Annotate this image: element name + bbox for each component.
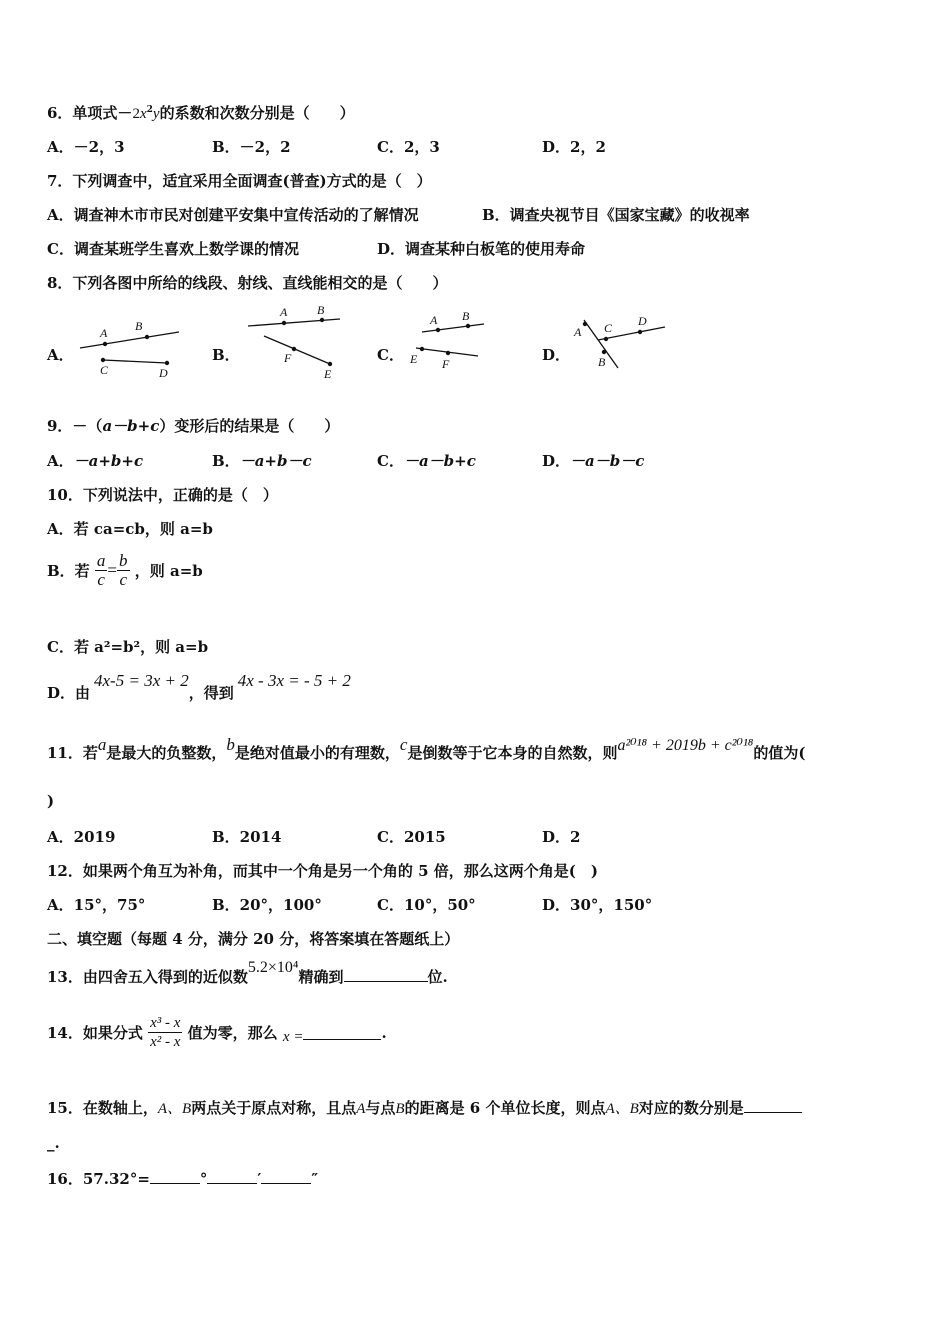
q10-frac-bc: $\frac{b}{c}$ (119, 551, 128, 589)
q8-figure-c (406, 308, 490, 378)
q15-tail: _. (47, 1134, 60, 1152)
q12-option-b: B．20°，100° (212, 896, 322, 914)
fig-b-ray-fe (264, 336, 330, 364)
q13-answer-blank[interactable] (344, 967, 428, 982)
q7-option-a: A．调查神木市市民对创建平安集中宣传活动的了解情况 (47, 206, 419, 224)
q6-prefix: 6．单项式－ (47, 104, 133, 122)
q16-degrees-blank[interactable] (150, 1169, 200, 1184)
q9-stem-b: ）变形后的结果是（ ） (159, 417, 340, 435)
q8-option-a-letter: A． (47, 346, 74, 364)
fig-b-label-f: F (284, 351, 292, 365)
q7-option-b: B．调查央视节目《国家宝藏》的收视率 (482, 206, 750, 224)
q6-coef: 2 (132, 106, 140, 122)
fig-a-segment-cd (103, 360, 167, 363)
q9-option-b: B．－a+b－c (212, 452, 312, 470)
q13-stem: 13．由四舍五入得到的近似数5.2×10⁴精确到 位. (47, 959, 448, 986)
q12-option-d: D．30°，150° (542, 896, 653, 914)
q6-var: x (139, 106, 147, 122)
q14-answer-blank[interactable] (303, 1025, 381, 1040)
fig-b-line-ab (248, 319, 340, 326)
fig-b-label-e: E (324, 367, 332, 381)
q6-stem (47, 102, 355, 123)
fig-d-label-c: C (604, 321, 613, 335)
q6-option-a: A．－2，3 (47, 138, 125, 156)
q6-suffix: 的系数和次数分别是（ ） (159, 104, 355, 122)
fig-d-label-b: B (598, 355, 606, 369)
q15-answer-blank[interactable] (744, 1098, 802, 1113)
q11-close: ) (47, 792, 55, 810)
q16-minutes-blank[interactable] (207, 1169, 257, 1184)
q7-option-c: C．调查某班学生喜欢上数学课的情况 (47, 240, 299, 258)
q9-stem-a: 9．－（ (47, 417, 103, 435)
q9-stem-expr: a－b+c (102, 417, 160, 435)
q11-expr: a²⁰¹⁸ + 2019b + c²⁰¹⁸ (617, 737, 754, 754)
fig-c-label-b: B (462, 309, 470, 323)
q11-stem: 11．若a是最大的负整数，b是绝对值最小的有理数，c是倒数等于它本身的自然数，则a²⁰¹⁸ + 2019b + c²⁰¹⁸的值为( (47, 735, 806, 762)
q10-eq2: 4x - 3x = - 5 + 2 (237, 671, 351, 690)
fig-b-label-b: B (317, 303, 325, 317)
q10-frac-ac: $\frac{a}{c}$ (96, 551, 106, 589)
fig-c-label-f: F (442, 357, 450, 371)
q10-eq1: 4x-5 = 3x + 2 (94, 671, 189, 690)
fig-a-label-b: B (135, 319, 143, 333)
q16-seconds-blank[interactable] (261, 1169, 311, 1184)
fig-a-label-c: C (100, 363, 109, 377)
q7-option-d: D．调查某种白板笔的使用寿命 (377, 240, 586, 258)
fig-a-line-ab (80, 332, 179, 348)
q6-exp: 2 (146, 105, 153, 115)
fig-c-label-e: E (410, 352, 418, 366)
q10-option-b: B．若 $\frac{a}{c}$ = $\frac{b}{c}$ ，则 a=b (47, 551, 203, 589)
q11-option-d: D．2 (542, 828, 581, 846)
q14-fraction: $\frac{\text{x³ - x}}{\text{x² - x}}$ (150, 1015, 181, 1050)
q8-option-c-letter: C． (377, 346, 404, 364)
q11-option-b: B．2014 (212, 828, 282, 846)
q9-option-d: D．－a－b－c (542, 452, 645, 470)
q10-stem: 10．下列说法中，正确的是（ ） (47, 486, 278, 504)
fig-a-label-a: A (100, 326, 108, 340)
q11-option-a: A．2019 (47, 828, 116, 846)
section-heading-fill-in: 二、填空题（每题 4 分，满分 20 分，将答案填在答题纸上） (47, 930, 460, 948)
q15-stem: 15．在数轴上，A、B两点关于原点对称，且点A与点B的距离是 6 个单位长度，则点A、B对应的数分别是 (47, 1097, 802, 1118)
q10-option-a: A．若 ca=cb，则 a=b (47, 520, 213, 538)
q6-option-b: B．－2，2 (212, 138, 291, 156)
q8-figure-d (570, 310, 670, 374)
q8-figure-b (244, 302, 348, 382)
q10-option-d: D．由4x-5 = 3x + 2，得到4x - 3x = - 5 + 2 (47, 671, 351, 702)
q8-stem: 8．下列各图中所给的线段、射线、直线能相交的是（ ） (47, 274, 448, 292)
q8-option-d-letter: D． (542, 346, 571, 364)
q12-option-a: A．15°，75° (47, 896, 146, 914)
q8-option-b-letter: B． (212, 346, 240, 364)
q10-option-c: C．若 a²=b²，则 a=b (47, 638, 209, 656)
fig-c-label-a: A (430, 313, 438, 327)
q16-stem: 16．57.32°= ° ′ ″ (47, 1170, 319, 1188)
q6-option-d: D．2，2 (542, 138, 606, 156)
q12-option-c: C．10°，50° (377, 896, 476, 914)
q6-option-c: C．2，3 (377, 138, 440, 156)
q12-stem: 12．如果两个角互为补角，而其中一个角是另一个角的 5 倍，那么这两个角是( ) (47, 862, 598, 880)
q9-option-a: A．－a+b+c (47, 452, 144, 470)
q9-stem (47, 415, 339, 436)
fig-d-label-a: A (574, 325, 582, 339)
q7-stem: 7．下列调查中，适宜采用全面调查(普查)方式的是（ ） (47, 172, 432, 190)
q9-option-c: C．－a－b+c (377, 452, 476, 470)
fig-a-label-d: D (159, 366, 168, 380)
q6-var2: y (152, 106, 160, 122)
q14-stem: 14．如果分式 $\frac{\text{x³ - x}}{\text{x² - x}}$ 值为零，那么 x = . (47, 1015, 387, 1050)
fig-b-label-a: A (280, 305, 288, 319)
q8-figure-a (75, 312, 185, 384)
q11-option-c: C．2015 (377, 828, 446, 846)
fig-d-label-d: D (638, 314, 647, 328)
q13-expr: 5.2×10⁴ (247, 959, 299, 976)
